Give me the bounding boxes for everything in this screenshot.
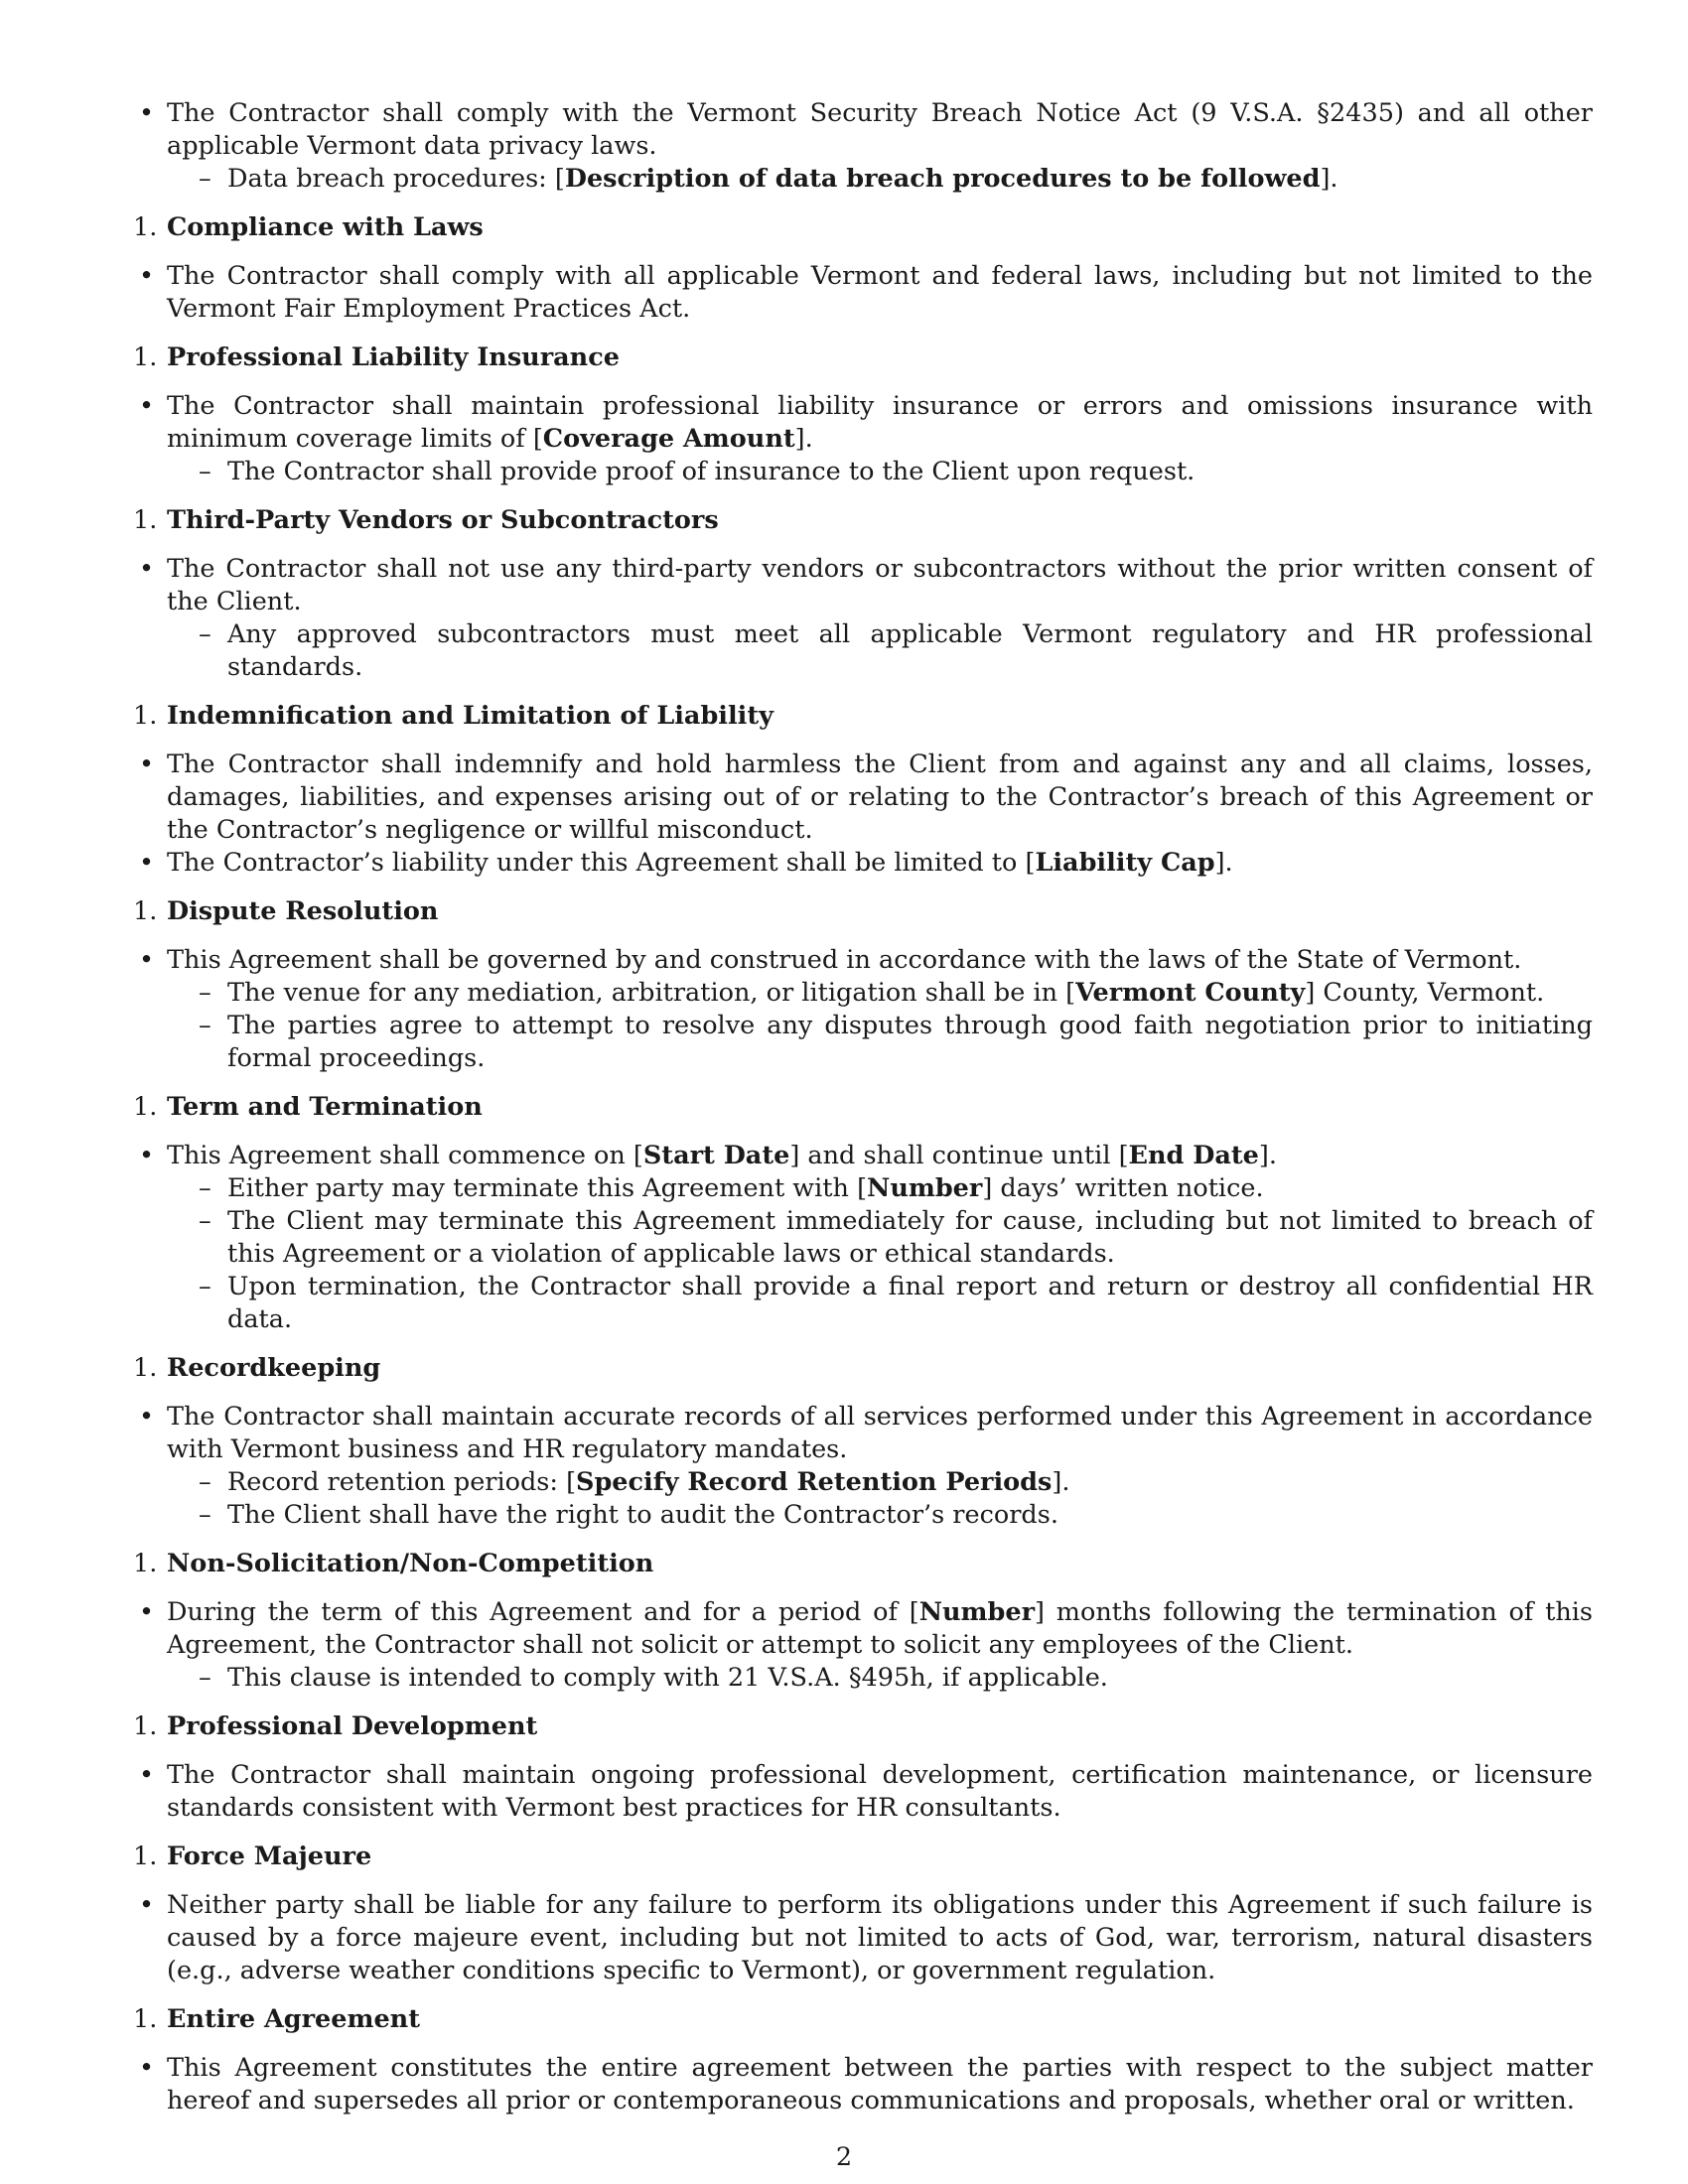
- bullet-text-pre: The Contractor shall indemnify and hold harmless the Client from and against any and all claims, losses, damages, liabilities, and expenses arising out of or relating to the Contractor’s breach of this Agreement or the Contractor’s negligence or willful misconduct.: [167, 750, 1593, 845]
- section-title: Professional Development: [167, 1711, 538, 1741]
- sub-bullet-text-pre: The parties agree to attempt to resolve any disputes through good faith negotiation prior to initiating formal proceedings.: [227, 1011, 1593, 1073]
- section-number: 1.: [133, 896, 158, 926]
- sub-bullet-text-pre: Data breach procedures: [: [227, 164, 565, 194]
- section-title: Recordkeeping: [167, 1353, 381, 1383]
- section-body: [139, 2052, 1593, 2117]
- bullet-marker: •: [139, 848, 155, 878]
- bullet-item: [139, 390, 1593, 456]
- dash-marker: –: [199, 1206, 211, 1236]
- sub-bullet-text-post: ] County, Vermont.: [1305, 978, 1545, 1008]
- section-number: 1.: [133, 1092, 158, 1122]
- dash-marker: –: [199, 619, 211, 649]
- section-heading: [133, 1091, 1593, 1124]
- section-title: Force Majeure: [167, 1842, 372, 1871]
- bullet-marker: •: [139, 554, 155, 584]
- section-number: 1.: [133, 212, 158, 242]
- bullet-item: [139, 2052, 1593, 2117]
- bullet-marker: •: [139, 750, 155, 779]
- section-title: Term and Termination: [167, 1092, 483, 1122]
- sub-bullet-text-pre: The venue for any mediation, arbitration, or litigation shall be in [: [227, 978, 1076, 1008]
- sub-bullet-item: [199, 1662, 1593, 1695]
- placeholder-field: Description of data breach procedures to be followed: [564, 164, 1321, 194]
- page-number: 2: [835, 2142, 853, 2172]
- sub-bullet-text-pre: The Client may terminate this Agreement immediately for cause, including but not limited to breach of this Agreement or a violation of applicable laws or ethical standards.: [227, 1206, 1593, 1269]
- section-heading: [133, 700, 1593, 733]
- section-heading: [133, 1548, 1593, 1580]
- section-title: Third-Party Vendors or Subcontractors: [167, 505, 719, 535]
- dash-marker: –: [199, 1500, 211, 1530]
- dash-marker: –: [199, 457, 211, 486]
- sub-bullet-text-pre: Record retention periods: [: [227, 1467, 577, 1497]
- bullet-text-pre: This Agreement constitutes the entire agreement between the parties with respect to the subject matter hereof and supersedes all prior or contemporaneous communications and proposals, whether oral or written.: [167, 2053, 1593, 2116]
- section-body: [139, 944, 1593, 1075]
- bullet-item: [139, 1140, 1593, 1172]
- section-heading: [133, 504, 1593, 537]
- section-heading: [133, 211, 1593, 244]
- section-number: 1.: [133, 1353, 158, 1383]
- bullet-text-pre: This Agreement shall be governed by and construed in accordance with the laws of the State of Vermont.: [167, 945, 1522, 975]
- sub-bullet-text-post: ].: [1320, 164, 1338, 194]
- section-title: Entire Agreement: [167, 2004, 420, 2034]
- section-body: [139, 1140, 1593, 1336]
- dash-marker: –: [199, 1663, 211, 1693]
- bullet-item: [139, 1759, 1593, 1825]
- bullet-text-pre: This Agreement shall commence on [: [167, 1141, 643, 1170]
- section-body: [139, 1889, 1593, 1987]
- placeholder-field: Number: [918, 1597, 1036, 1627]
- section-number: 1.: [133, 505, 158, 535]
- section-body: [139, 553, 1593, 684]
- bullet-marker: •: [139, 1141, 155, 1170]
- section-number: 1.: [133, 2004, 158, 2034]
- section-body: [139, 1596, 1594, 1695]
- sub-bullet-item: [199, 1172, 1593, 1205]
- dash-marker: –: [199, 1173, 211, 1203]
- sub-bullet-text-pre: Upon termination, the Contractor shall provide a final report and return or destroy all confidential HR data.: [227, 1272, 1593, 1334]
- sub-bullet-item: [199, 977, 1593, 1010]
- section-title: Compliance with Laws: [167, 212, 484, 242]
- bullet-text-pre: The Contractor shall maintain ongoing professional development, certification maintenance, or licensure standards consistent with Vermont best practices for HR consultants.: [167, 1760, 1593, 1823]
- bullet-text-post: ].: [1214, 848, 1233, 878]
- bullet-marker: •: [139, 1760, 155, 1790]
- sub-bullet-item: [199, 1271, 1593, 1336]
- bullet-item: [139, 944, 1593, 977]
- section-title: Professional Liability Insurance: [167, 342, 620, 372]
- section-body: [139, 1401, 1593, 1532]
- placeholder-field: Start Date: [642, 1141, 790, 1170]
- bullet-item: [139, 553, 1593, 618]
- section-heading: [133, 1710, 1593, 1743]
- placeholder-field: Vermont County: [1075, 978, 1306, 1008]
- section-body: [139, 390, 1593, 488]
- placeholder-field: Coverage Amount: [542, 424, 795, 454]
- section-number: 1.: [133, 701, 158, 731]
- section-heading: [133, 2003, 1593, 2036]
- section-number: 1.: [133, 1549, 158, 1578]
- bullet-text-post: ] and shall continue until [: [789, 1141, 1129, 1170]
- bullet-item: [139, 1889, 1593, 1987]
- sub-bullet-item: [199, 163, 1593, 196]
- sub-bullet-item: [199, 618, 1593, 684]
- placeholder-field: Number: [867, 1173, 983, 1203]
- bullet-text-post: ].: [794, 424, 813, 454]
- sub-bullet-text-post: ] days’ written notice.: [982, 1173, 1264, 1203]
- section-heading: [133, 1841, 1593, 1873]
- dash-marker: –: [199, 978, 211, 1008]
- section-body: [139, 260, 1593, 326]
- bullet-marker: •: [139, 261, 155, 291]
- section-title: Non-Solicitation/Non-Competition: [167, 1549, 654, 1578]
- bullet-text-pre: The Contractor shall maintain accurate records of all services performed under this Agreement in accordance with Vermont business and HR regulatory mandates.: [167, 1402, 1593, 1464]
- bullet-text-pre: During the term of this Agreement and for a period of [: [167, 1597, 919, 1627]
- section-number: 1.: [133, 1711, 158, 1741]
- sub-bullet-text-pre: The Contractor shall provide proof of insurance to the Client upon request.: [227, 457, 1196, 486]
- dash-marker: –: [199, 1467, 211, 1497]
- sub-bullet-text-pre: The Client shall have the right to audit the Contractor’s records.: [227, 1500, 1058, 1530]
- bullet-text-post: ] months following the termination of this Agreement, the Contractor shall not solicit or attempt to solicit any employees of the Client.: [167, 1597, 1594, 1660]
- bullet-text-pre: Neither party shall be liable for any failure to perform its obligations under this Agreement if such failure is caused by a force majeure event, including but not limited to acts of God, war, terrorism, natural disasters (e.g., adverse weather conditions specific to Vermont), or government regulation.: [167, 1890, 1593, 1985]
- section-number: 1.: [133, 1842, 158, 1871]
- placeholder-field: Liability Cap: [1035, 848, 1215, 878]
- sub-bullet-item: [199, 1466, 1593, 1499]
- bullet-text: The Contractor shall comply with the Vermont Security Breach Notice Act (9 V.S.A. §2435) and all other applicable Vermont data privacy laws.: [167, 98, 1593, 161]
- sub-bullet-item: [199, 456, 1593, 488]
- bullet-item: [139, 1401, 1593, 1466]
- sub-bullet-text-pre: This clause is intended to comply with 21 V.S.A. §495h, if applicable.: [227, 1663, 1108, 1693]
- sections-list: [133, 211, 1594, 2117]
- sub-bullet-text-post: ].: [1052, 1467, 1070, 1497]
- bullet-item: [139, 1596, 1594, 1662]
- bullet-marker: •: [139, 391, 155, 421]
- bullet-marker: •: [139, 2053, 155, 2083]
- section-body: [139, 749, 1593, 880]
- section-title: Indemnification and Limitation of Liability: [167, 701, 774, 731]
- section-heading: [133, 1352, 1593, 1385]
- intro-block: [139, 97, 1593, 196]
- section-body: [139, 1759, 1593, 1825]
- section-title: Dispute Resolution: [167, 896, 439, 926]
- bullet-text-pre: The Contractor shall comply with all applicable Vermont and federal laws, including but not limited to the Vermont Fair Employment Practices Act.: [167, 261, 1593, 324]
- sub-bullet-text-pre: Any approved subcontractors must meet all applicable Vermont regulatory and HR professional standards.: [227, 619, 1593, 682]
- dash-marker: –: [199, 164, 211, 194]
- bullet-item: [139, 260, 1593, 326]
- bullet-item: [139, 749, 1593, 847]
- bullet-marker: •: [139, 945, 155, 975]
- placeholder-field: Specify Record Retention Periods: [576, 1467, 1053, 1497]
- document-body: [133, 97, 1594, 2133]
- bullet-text-post: ].: [1258, 1141, 1277, 1170]
- sub-bullet-item: [199, 1010, 1593, 1075]
- bullet-item: [139, 847, 1593, 880]
- section-heading: [133, 341, 1593, 374]
- bullet-text-pre: The Contractor shall maintain professional liability insurance or errors and omissions insurance with minimum coverage limits of [: [167, 391, 1593, 454]
- bullet-marker: •: [139, 1890, 155, 1920]
- sub-bullet-item: [199, 1499, 1593, 1532]
- section-heading: [133, 895, 1593, 928]
- bullet-marker: •: [139, 98, 155, 128]
- sub-bullet-item: [199, 1205, 1593, 1271]
- bullet-text-pre: The Contractor’s liability under this Agreement shall be limited to [: [167, 848, 1036, 878]
- bullet-marker: •: [139, 1597, 155, 1627]
- dash-marker: –: [199, 1272, 211, 1301]
- bullet-text-pre: The Contractor shall not use any third-party vendors or subcontractors without the prior written consent of the Client.: [167, 554, 1593, 616]
- section-number: 1.: [133, 342, 158, 372]
- placeholder-field: End Date: [1128, 1141, 1259, 1170]
- dash-marker: –: [199, 1011, 211, 1040]
- sub-bullet-text-pre: Either party may terminate this Agreement with [: [227, 1173, 868, 1203]
- bullet-marker: •: [139, 1402, 155, 1432]
- bullet-item: [139, 97, 1593, 163]
